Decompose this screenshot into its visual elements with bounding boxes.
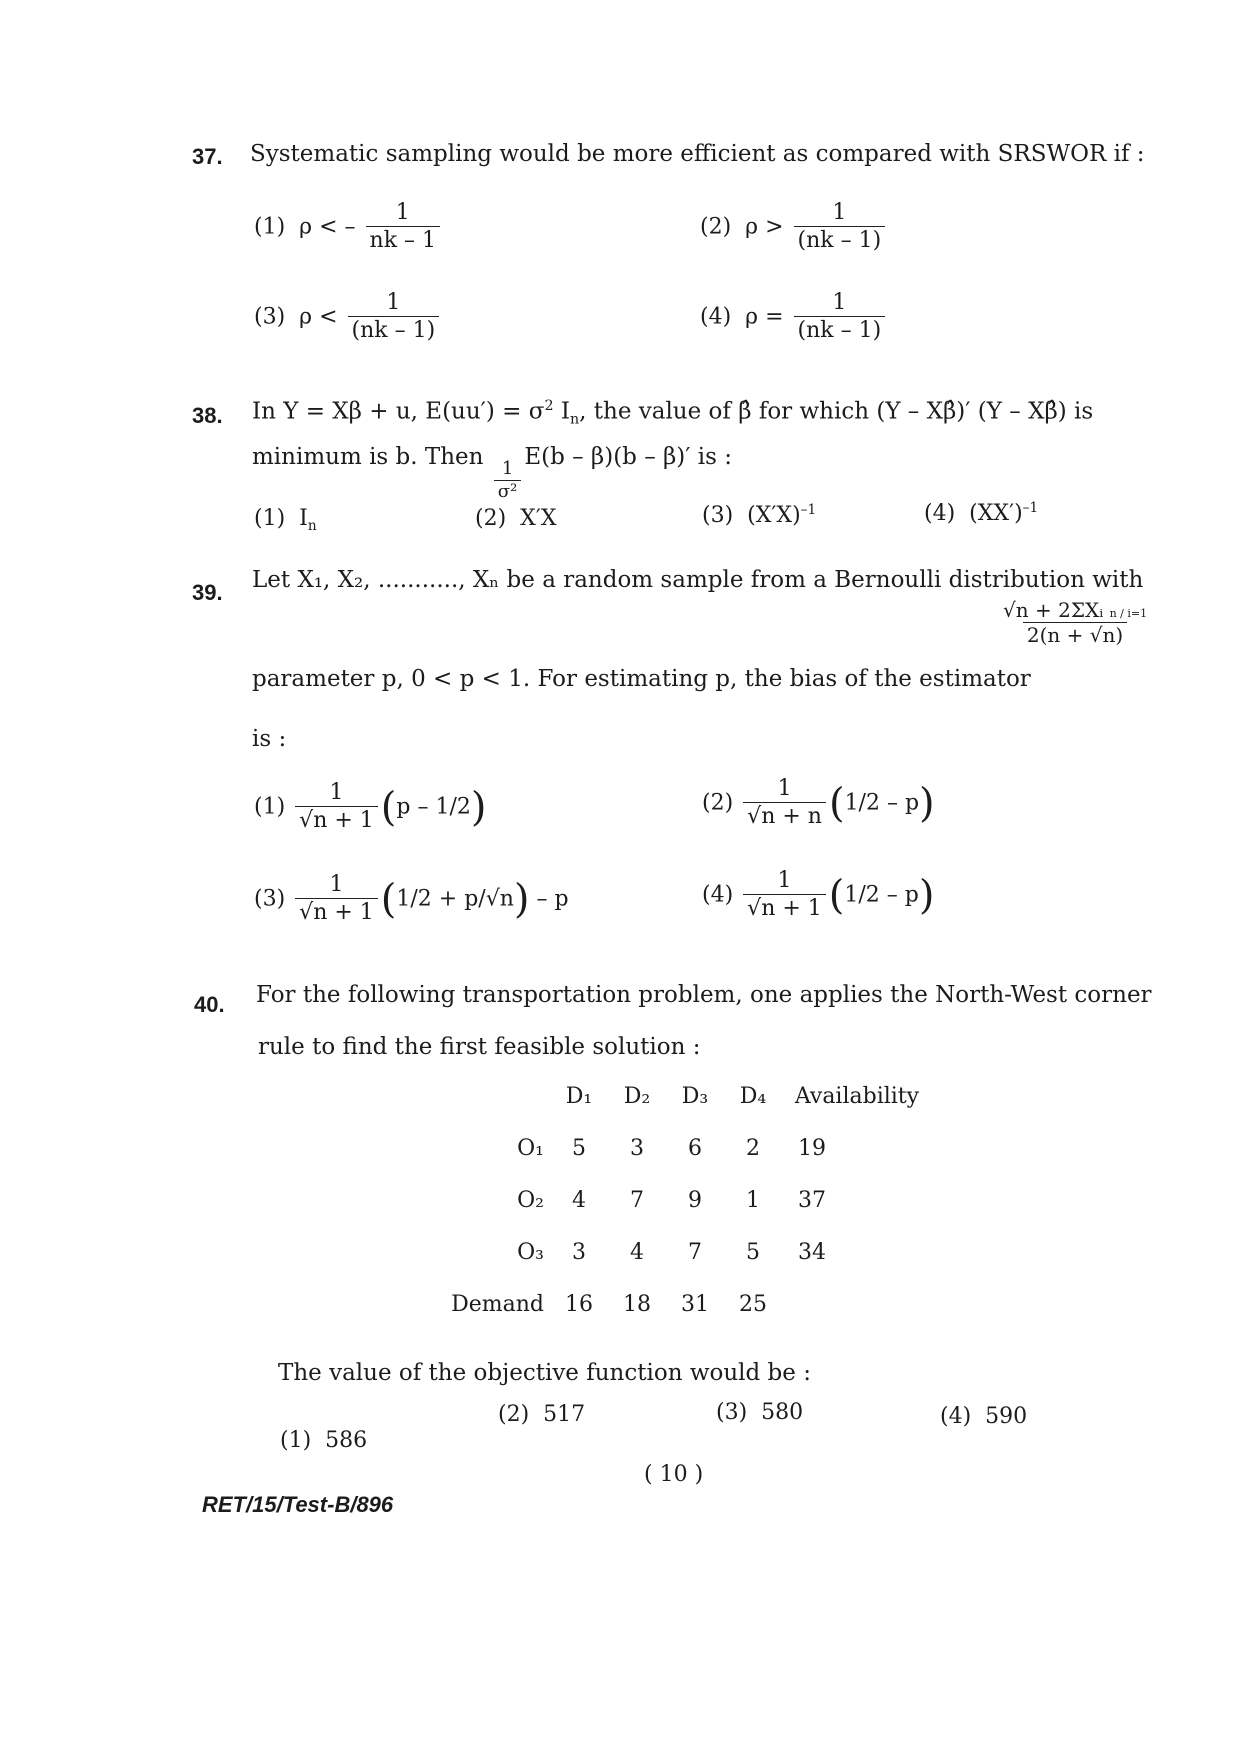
- question-number: 37.: [192, 144, 223, 169]
- table-row: O₃ 3 4 7 5 34: [517, 1239, 826, 1265]
- question-number: 39.: [192, 580, 223, 605]
- option-2[interactable]: (2) X′X: [475, 506, 557, 531]
- question-stem-line-1: Let X₁, X₂, ..........., Xₙ be a random sample from a Bernoulli distribution with: [252, 567, 1144, 593]
- fraction: $\frac{1}{(nk - 1)}$: [794, 290, 886, 345]
- column-header: D₁: [565, 1083, 593, 1109]
- table-row: O₁ 5 3 6 2 19: [517, 1135, 826, 1161]
- column-header: D₂: [623, 1083, 651, 1109]
- test-code: RET/15/Test-B/896: [202, 1492, 394, 1517]
- option-4[interactable]: (4) 590: [940, 1404, 1028, 1429]
- option-1[interactable]: (1) $\frac{1}{√n + 1}$ (p – 1/2): [254, 780, 487, 834]
- option-1[interactable]: (1) ρ < – $\frac{1}{nk - 1}$: [254, 200, 443, 255]
- option-4[interactable]: (4) $\frac{1}{√n + 1}$ (1/2 – p): [702, 868, 935, 922]
- column-header: Availability: [794, 1083, 920, 1109]
- option-3[interactable]: (3) ρ < $\frac{1}{(nk - 1)}$: [254, 290, 442, 345]
- column-header: D₃: [681, 1083, 709, 1109]
- option-2[interactable]: (2) $\frac{1}{√n + n}$ (1/2 – p): [702, 776, 935, 830]
- question-stem-line-1: In Y = Xβ + u, $E(uu') = \sigma^2$ $I_n$, the value of β̂ for which (Y – Xβ̂)′ (Y – Xβ̂) is: [252, 398, 1094, 428]
- question-number: 40.: [194, 992, 225, 1017]
- table-row: O₂ 4 7 9 1 37: [517, 1187, 826, 1213]
- question-stem: Systematic sampling would be more efficient as compared with SRSWOR if :: [250, 141, 1145, 167]
- question-stem-line-3: is :: [252, 726, 287, 752]
- page-number: ( 10 ): [644, 1462, 704, 1487]
- question-stem-line-3: The value of the objective function would be :: [278, 1360, 811, 1386]
- question-number: 38.: [192, 403, 223, 428]
- option-2[interactable]: (2) ρ > $\frac{1}{(nk - 1)}$: [700, 200, 888, 255]
- option-1[interactable]: (1) $I_n$: [254, 506, 317, 534]
- column-header: D₄: [739, 1083, 767, 1109]
- question-stem-line-2: rule to find the first feasible solution :: [258, 1034, 701, 1060]
- fraction: $\frac{1}{\text{σ²}}$: [494, 458, 522, 503]
- option-3[interactable]: (3) $\frac{1}{√n + 1}$ (1/2 + p/√n) – p: [254, 872, 569, 926]
- option-3[interactable]: (3) $(X'X)^{-1}$: [702, 502, 817, 529]
- option-4[interactable]: (4) ρ = $\frac{1}{(nk - 1)}$: [700, 290, 888, 345]
- question-stem-line-2: parameter p, 0 < p < 1. For estimating p, the bias of the estimator: [252, 666, 1031, 692]
- question-stem-line-1: For the following transportation problem, one applies the North-West corner: [256, 982, 1152, 1008]
- option-2[interactable]: (2) 517: [498, 1402, 586, 1427]
- fraction: $\frac{1}{(nk - 1)}$: [794, 200, 886, 255]
- fraction: $\frac{1}{(nk - 1)}$: [348, 290, 440, 345]
- table-row: Demand 16 18 31 25: [451, 1291, 767, 1317]
- option-3[interactable]: (3) 580: [716, 1400, 804, 1425]
- transportation-table: [430, 1070, 932, 1330]
- question-stem-line-2: minimum is b. Then $\frac{1}{\text{σ²}}$ E(b – β)(b – β)′ is :: [252, 444, 733, 502]
- option-4[interactable]: (4) $(XX')^{-1}$: [924, 500, 1039, 527]
- option-1[interactable]: (1) 586: [280, 1428, 368, 1453]
- fraction: $\frac{1}{nk - 1}$: [366, 200, 440, 255]
- estimator-fraction: $\frac{\text{√n + 2ΣXᵢ n / i=1}}{2(n + √n)}$: [1003, 598, 1148, 647]
